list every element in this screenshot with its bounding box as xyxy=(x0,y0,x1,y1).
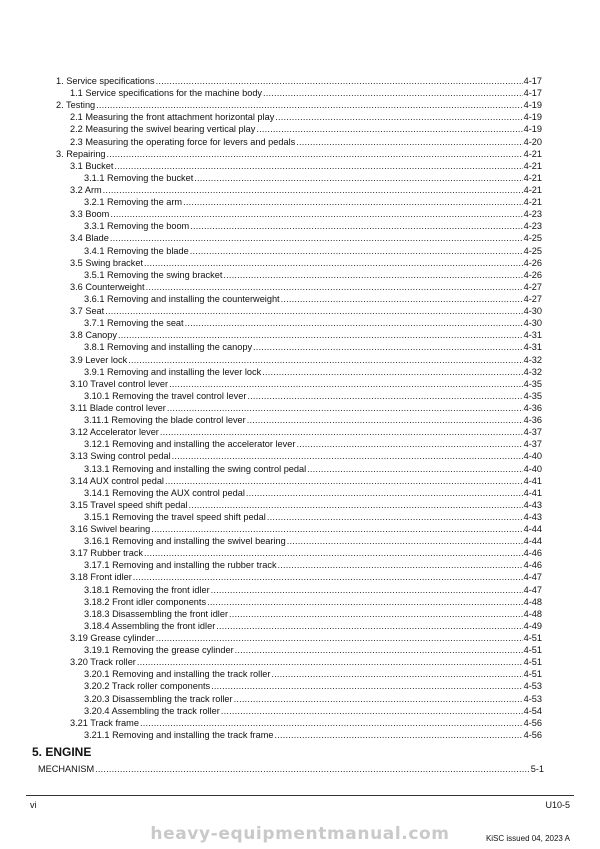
toc-entry-title: 3.3 Boom xyxy=(70,209,110,220)
dot-leader xyxy=(263,87,523,99)
toc-entry-page: 4-31 xyxy=(523,330,542,341)
dot-leader xyxy=(107,148,523,160)
dot-leader xyxy=(183,196,523,208)
toc-entry[interactable] xyxy=(56,693,542,705)
toc-entry-title: 3.18.4 Assembling the front idler xyxy=(84,620,216,631)
toc-entry-page: 4-21 xyxy=(523,148,542,159)
toc-entry-page: 4-46 xyxy=(523,548,542,559)
toc-entry[interactable] xyxy=(56,717,542,729)
dot-leader xyxy=(188,499,522,511)
toc-entry[interactable] xyxy=(56,257,542,269)
toc-entry-title: 3.9.1 Removing and installing the lever lock xyxy=(84,366,262,377)
toc-entry-title: 3.20 Track roller xyxy=(70,657,136,668)
toc-entry-title: 3.10.1 Removing the travel control lever xyxy=(84,390,247,401)
toc-entry[interactable] xyxy=(56,571,542,583)
toc-entry[interactable] xyxy=(56,99,542,111)
toc-entry-title: 3.1.1 Removing the bucket xyxy=(84,172,194,183)
toc-entry[interactable] xyxy=(56,111,542,123)
dot-leader xyxy=(246,487,523,499)
toc-entry-mechanism[interactable] xyxy=(38,763,544,775)
dot-leader xyxy=(281,293,523,305)
toc-entry-page: 4-41 xyxy=(523,475,542,486)
toc-entry-title: 3.2.1 Removing the arm xyxy=(84,197,183,208)
model-code: U10-5 xyxy=(545,800,570,810)
toc-entry-page: 4-17 xyxy=(523,88,542,99)
toc-entry-title: 3.19.1 Removing the grease cylinder xyxy=(84,645,234,656)
toc-entry[interactable] xyxy=(56,136,542,148)
toc-entry-title: 3.18.3 Disassembling the front idler xyxy=(84,608,229,619)
toc-entry-page: 4-49 xyxy=(523,620,542,631)
toc-entry[interactable] xyxy=(56,402,542,414)
toc-entry-page: 4-36 xyxy=(523,402,542,413)
toc-entry-title: 3.18.1 Removing the front idler xyxy=(84,584,210,595)
toc-entry-title: 3. Repairing xyxy=(56,148,106,159)
toc-entry[interactable] xyxy=(56,184,542,196)
toc-entry-page: 4-35 xyxy=(523,378,542,389)
toc-entry[interactable] xyxy=(56,305,542,317)
toc-entry-page: 4-19 xyxy=(523,124,542,135)
toc-entry-title: MECHANISM xyxy=(38,764,95,774)
dot-leader xyxy=(275,111,522,123)
toc-entry-title: 3.17.1 Removing and installing the rubber track xyxy=(84,560,277,571)
dot-leader xyxy=(229,608,523,620)
toc-entry[interactable] xyxy=(56,208,542,220)
dot-leader xyxy=(156,75,523,87)
toc-entry[interactable] xyxy=(56,378,542,390)
toc-entry-title: 1. Service specifications xyxy=(56,76,155,86)
toc-entry-page: 4-48 xyxy=(523,596,542,607)
toc-entry-title: 3.9 Lever lock xyxy=(70,354,128,365)
dot-leader xyxy=(216,620,522,632)
dot-leader xyxy=(137,656,523,668)
toc-entry-page: 4-21 xyxy=(523,184,542,195)
dot-leader xyxy=(133,571,523,583)
dot-leader xyxy=(172,450,523,462)
toc-entry[interactable] xyxy=(56,487,542,499)
toc-entry-page: 4-32 xyxy=(523,366,542,377)
toc-entry[interactable] xyxy=(56,511,542,523)
dot-leader xyxy=(235,644,523,656)
toc-entry[interactable] xyxy=(56,644,542,656)
toc-entry-page: 4-37 xyxy=(523,427,542,438)
dot-leader xyxy=(307,463,522,475)
toc-entry[interactable] xyxy=(56,463,542,475)
toc-entry-page: 4-51 xyxy=(523,633,542,644)
dot-leader xyxy=(247,390,522,402)
toc-entry-title: 3.20.3 Disassembling the track roller xyxy=(84,693,233,704)
dot-leader xyxy=(194,172,522,184)
toc-entry[interactable] xyxy=(56,680,542,692)
toc-entry-page: 4-53 xyxy=(523,693,542,704)
toc-entry-page: 4-56 xyxy=(523,717,542,728)
toc-entry-title: 3.14 AUX control pedal xyxy=(70,475,164,486)
toc-entry-title: 3.7 Seat xyxy=(70,306,105,317)
toc-entry-page: 4-54 xyxy=(523,705,542,716)
toc-entry[interactable] xyxy=(56,547,542,559)
watermark: heavy-equipmentmanual.com xyxy=(150,824,450,844)
dot-leader xyxy=(253,341,523,353)
toc-entry-page: 4-20 xyxy=(523,136,542,147)
toc-entry-title: 3.4.1 Removing the blade xyxy=(84,245,189,256)
toc-entry-title: 3.13 Swing control pedal xyxy=(70,451,171,462)
toc-entry-page: 4-17 xyxy=(523,76,542,86)
toc-entry-title: 3.15.1 Removing the travel speed shift pedal xyxy=(84,511,266,522)
toc-entry[interactable] xyxy=(56,160,542,172)
toc-entry[interactable] xyxy=(56,390,542,402)
toc-entry-page: 4-47 xyxy=(523,584,542,595)
toc-entry-page: 4-41 xyxy=(523,487,542,498)
toc-entry-page: 4-40 xyxy=(523,451,542,462)
toc-entry-page: 4-51 xyxy=(523,657,542,668)
dot-leader xyxy=(287,535,523,547)
toc-entry-page: 4-48 xyxy=(523,608,542,619)
toc-entry-page: 4-46 xyxy=(523,560,542,571)
toc-entry-page: 4-30 xyxy=(523,306,542,317)
toc-entry-page: 4-26 xyxy=(523,257,542,268)
toc-entry-title: 3.7.1 Removing the seat xyxy=(84,318,184,329)
dot-leader xyxy=(140,717,523,729)
dot-leader xyxy=(190,245,523,257)
toc-entry-page: 4-36 xyxy=(523,415,542,426)
dot-leader xyxy=(96,99,522,111)
toc-entry-page: 4-23 xyxy=(523,209,542,220)
dot-leader xyxy=(165,475,523,487)
toc-entry-page: 4-31 xyxy=(523,342,542,353)
toc-entry-title: 2.2 Measuring the swivel bearing vertical play xyxy=(70,124,256,135)
toc-entry-title: 3.20.4 Assembling the track roller xyxy=(84,705,220,716)
toc-entry[interactable] xyxy=(56,354,542,366)
toc-entry-page: 4-35 xyxy=(523,390,542,401)
toc-entry[interactable] xyxy=(56,123,542,135)
toc-entry-title: 3.1 Bucket xyxy=(70,160,114,171)
toc-entry[interactable] xyxy=(56,450,542,462)
dot-leader xyxy=(296,438,522,450)
toc-entry-page: 4-56 xyxy=(523,729,542,740)
dot-leader xyxy=(110,208,522,220)
dot-leader xyxy=(151,523,522,535)
dot-leader xyxy=(211,584,523,596)
toc-entry[interactable] xyxy=(56,341,542,353)
toc-entry[interactable] xyxy=(56,475,542,487)
toc-entry-title: 3.19 Grease cylinder xyxy=(70,633,155,644)
dot-leader xyxy=(278,559,523,571)
dot-leader xyxy=(223,269,522,281)
toc-entry[interactable] xyxy=(56,523,542,535)
toc-entry-title: 3.4 Blade xyxy=(70,233,109,244)
toc-entry-page: 4-19 xyxy=(523,100,542,111)
toc-entry-page: 4-37 xyxy=(523,439,542,450)
dot-leader xyxy=(160,426,523,438)
toc-entry[interactable] xyxy=(56,293,542,305)
toc-entry-title: 3.17 Rubber track xyxy=(70,548,144,559)
toc-entry[interactable] xyxy=(56,232,542,244)
section-heading-engine: 5. ENGINE xyxy=(32,745,92,759)
toc-entry-title: 3.5 Swing bracket xyxy=(70,257,144,268)
toc-entry[interactable] xyxy=(56,317,542,329)
table-of-contents xyxy=(56,75,542,741)
toc-entry-title: 3.8 Canopy xyxy=(70,330,117,341)
toc-entry-title: 3.20.2 Track roller components xyxy=(84,681,211,692)
toc-entry[interactable] xyxy=(56,281,542,293)
toc-entry[interactable] xyxy=(56,535,542,547)
toc-entry-page: 4-25 xyxy=(523,233,542,244)
toc-entry-title: 3.21.1 Removing and installing the track frame xyxy=(84,729,274,740)
toc-entry[interactable] xyxy=(56,329,542,341)
toc-entry-page: 4-27 xyxy=(523,293,542,304)
dot-leader xyxy=(271,668,522,680)
toc-entry-page: 4-21 xyxy=(523,172,542,183)
toc-entry-title: 3.8.1 Removing and installing the canopy xyxy=(84,342,253,353)
toc-entry[interactable] xyxy=(56,366,542,378)
toc-entry[interactable] xyxy=(56,620,542,632)
toc-entry-title: 2.1 Measuring the front attachment horizontal play xyxy=(70,112,275,123)
dot-leader xyxy=(144,547,523,559)
toc-entry-page: 4-30 xyxy=(523,318,542,329)
toc-entry-title: 3.5.1 Removing the swing bracket xyxy=(84,269,223,280)
toc-entry-page: 4-47 xyxy=(523,572,542,583)
toc-entry-page: 4-51 xyxy=(523,669,542,680)
toc-entry[interactable] xyxy=(56,87,542,99)
dot-leader xyxy=(221,705,523,717)
dot-leader xyxy=(211,680,522,692)
toc-entry-title: 3.20.1 Removing and installing the track roller xyxy=(84,669,271,680)
dot-leader xyxy=(247,414,523,426)
toc-entry-page: 4-21 xyxy=(523,197,542,208)
toc-entry-page: 4-44 xyxy=(523,536,542,547)
toc-entry[interactable] xyxy=(56,414,542,426)
toc-entry[interactable] xyxy=(56,75,542,87)
toc-entry-page: 4-25 xyxy=(523,245,542,256)
dot-leader xyxy=(262,366,522,378)
dot-leader xyxy=(103,184,523,196)
toc-entry-page: 4-32 xyxy=(523,354,542,365)
toc-entry-page: 4-40 xyxy=(523,463,542,474)
dot-leader xyxy=(95,763,530,775)
dot-leader xyxy=(296,136,522,148)
toc-entry-title: 3.12.1 Removing and installing the accelerator lever xyxy=(84,439,296,450)
dot-leader xyxy=(167,402,523,414)
toc-entry-page: 4-53 xyxy=(523,681,542,692)
toc-entry-title: 3.12 Accelerator lever xyxy=(70,427,159,438)
toc-entry-title: 3.6 Counterweight xyxy=(70,281,145,292)
toc-entry-title: 3.14.1 Removing the AUX control pedal xyxy=(84,487,245,498)
footer-divider xyxy=(26,795,574,796)
dot-leader xyxy=(110,232,523,244)
toc-entry-page: 4-26 xyxy=(523,269,542,280)
toc-entry-page: 5-1 xyxy=(530,764,544,774)
dot-leader xyxy=(207,596,523,608)
toc-entry[interactable] xyxy=(56,269,542,281)
toc-entry[interactable] xyxy=(56,196,542,208)
toc-entry-title: 2. Testing xyxy=(56,100,96,111)
dot-leader xyxy=(146,281,523,293)
toc-entry-page: 4-23 xyxy=(523,221,542,232)
toc-entry-title: 3.16 Swivel bearing xyxy=(70,524,151,535)
dot-leader xyxy=(156,632,523,644)
toc-entry-page: 4-19 xyxy=(523,112,542,123)
toc-entry-title: 3.11 Blade control lever xyxy=(70,402,166,413)
toc-entry[interactable] xyxy=(56,426,542,438)
toc-entry[interactable] xyxy=(56,148,542,160)
toc-entry[interactable] xyxy=(56,656,542,668)
dot-leader xyxy=(267,511,523,523)
toc-entry-page: 4-51 xyxy=(523,645,542,656)
dot-leader xyxy=(185,317,523,329)
dot-leader xyxy=(105,305,522,317)
toc-entry-page: 4-43 xyxy=(523,499,542,510)
toc-entry[interactable] xyxy=(56,499,542,511)
toc-entry-title: 3.3.1 Removing the boom xyxy=(84,221,190,232)
dot-leader xyxy=(128,354,522,366)
toc-entry[interactable] xyxy=(56,608,542,620)
toc-entry-title: 3.15 Travel speed shift pedal xyxy=(70,499,188,510)
toc-entry-title: 3.6.1 Removing and installing the counterweight xyxy=(84,293,280,304)
dot-leader xyxy=(234,693,523,705)
dot-leader xyxy=(190,220,522,232)
toc-entry-title: 3.13.1 Removing and installing the swing control pedal xyxy=(84,463,307,474)
toc-entry-title: 3.18.2 Front idler components xyxy=(84,596,207,607)
toc-entry[interactable] xyxy=(56,559,542,571)
toc-entry[interactable] xyxy=(56,438,542,450)
toc-entry[interactable] xyxy=(56,584,542,596)
toc-entry-title: 2.3 Measuring the operating force for levers and pedals xyxy=(70,136,296,147)
toc-entry[interactable] xyxy=(56,220,542,232)
dot-leader xyxy=(114,160,522,172)
toc-entry[interactable] xyxy=(56,668,542,680)
dot-leader xyxy=(118,329,523,341)
toc-entry[interactable] xyxy=(56,596,542,608)
toc-entry[interactable] xyxy=(56,705,542,717)
toc-entry-title: 3.2 Arm xyxy=(70,184,102,195)
dot-leader xyxy=(256,123,522,135)
issue-note: KiSC issued 04, 2023 A xyxy=(485,834,570,843)
dot-leader xyxy=(169,378,523,390)
toc-entry-title: 3.11.1 Removing the blade control lever xyxy=(84,415,246,426)
toc-entry-page: 4-21 xyxy=(523,160,542,171)
toc-entry-title: 3.16.1 Removing and installing the swivel bearing xyxy=(84,536,286,547)
toc-entry-page: 4-44 xyxy=(523,524,542,535)
toc-entry-title: 3.21 Track frame xyxy=(70,717,139,728)
toc-entry-page: 4-43 xyxy=(523,511,542,522)
dot-leader xyxy=(274,729,522,741)
dot-leader xyxy=(144,257,523,269)
toc-entry-title: 1.1 Service specifications for the machine body xyxy=(70,88,263,99)
toc-entry[interactable] xyxy=(56,245,542,257)
toc-entry-page: 4-27 xyxy=(523,281,542,292)
toc-entry[interactable] xyxy=(56,729,542,741)
toc-entry-title: 3.18 Front idler xyxy=(70,572,132,583)
toc-entry[interactable] xyxy=(56,172,542,184)
page-number: vi xyxy=(30,800,37,810)
toc-entry-title: 3.10 Travel control lever xyxy=(70,378,169,389)
toc-entry[interactable] xyxy=(56,632,542,644)
